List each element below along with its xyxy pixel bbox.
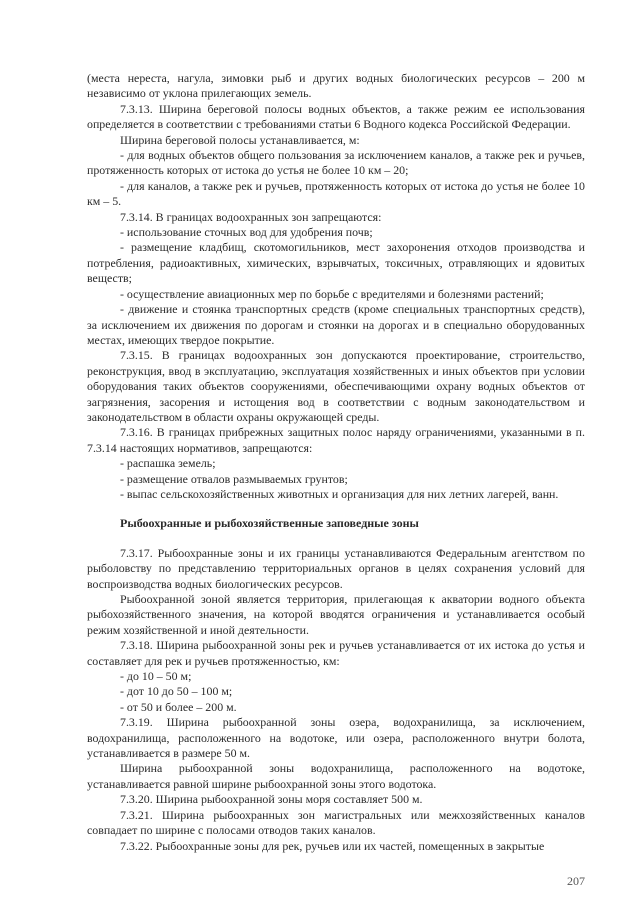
list-item: - для водных объектов общего пользования за исключением каналов, а также рек и ручьев, протяженность которых от истока до устья не более 10 км – 20; [87,148,585,178]
paragraph: 7.3.14. В границах водоохранных зон запрещаются: [120,209,382,224]
paragraph: 7.3.17. Рыбоохранные зоны и их границы устанавливаются Федеральным агентством по рыболовству по представлению территориальных органов в целях сохранения условий для воспроизводства водных биологических ресурсов. [87,545,585,591]
list-item: - до 10 – 50 м; [120,669,192,684]
paragraph-continuation: (места нереста, нагула, зимовки рыб и других водных биологических ресурсов – 200 м независимо от уклона прилегающих земель. [87,71,585,101]
paragraph: 7.3.13. Ширина береговой полосы водных объектов, а также режим ее использования определяется в соответствии с требованиями статьи 6 Водного кодекса Российской Федерации. [87,101,585,132]
paragraph: Ширина рыбоохранной зоны водохранилища, расположенного на водотоке, устанавливается равной ширине рыбоохранной зоны этого водотока. [87,761,585,791]
section-heading: Рыбоохранные и рыбохозяйственные заповедные зоны [120,516,419,531]
document-body [87,71,585,854]
list-item: - распашка земель; [120,456,216,471]
list-item: - дот 10 до 50 – 100 м; [120,684,233,699]
paragraph: 7.3.15. В границах водоохранных зон допускаются проектирование, строительство, реконструкция, ввод в эксплуатацию, эксплуатация хозяйственных и иных объектов при условии оборудования таких объектов сооружениями, обеспечивающими охрану водных объектов от загрязнения, засорения и истощения вод в соответствии с водным законодательством и законодательством в области охраны окружающей среды. [87,348,585,424]
paragraph: Ширина береговой полосы устанавливается, м: [120,132,360,147]
list-item: - для каналов, а также рек и ручьев, протяженность которых от истока до устья не более 10 км – 5. [87,178,585,209]
list-item: - размещение кладбищ, скотомогильников, мест захоронения отходов производства и потребления, радиоактивных, химических, взрывчатых, токсичных, отравляющих и ядовитых веществ; [87,240,585,286]
paragraph: 7.3.18. Ширина рыбоохранной зоны рек и ручьев устанавливается от их истока до устья и составляет для рек и ручьев протяженностью, км: [87,638,585,668]
list-item: - размещение отвалов размываемых грунтов; [120,471,348,486]
paragraph: 7.3.22. Рыбоохранные зоны для рек, ручьев или их частей, помещенных в закрытые [120,838,545,853]
paragraph: 7.3.20. Ширина рыбоохранной зоны моря составляет 500 м. [120,792,423,807]
paragraph: 7.3.19. Ширина рыбоохранной зоны озера, водохранилища, за исключением, водохранилища, расположенного на водотоке, или озера, расположенного внутри болота, устанавливается в размере 50 м. [87,715,585,761]
paragraph: 7.3.21. Ширина рыбоохранных зон магистральных или межхозяйственных каналов совпадает по ширине с полосами отводов таких каналов. [87,807,585,838]
page-number: 207 [567,873,585,888]
list-item: - выпас сельскохозяйственных животных и организация для них летних лагерей, ванн. [120,486,559,501]
list-item: - использование сточных вод для удобрения почв; [120,225,373,240]
list-item: - движение и стоянка транспортных средств (кроме специальных транспортных средств), за исключением их движения по дорогам и стоянки на дорогах и в специально оборудованных местах, имеющих твердое покрытие. [87,302,585,347]
list-item: - от 50 и более – 200 м. [120,699,237,714]
list-item: - осуществление авиационных мер по борьбе с вредителями и болезнями растений; [120,286,544,301]
paragraph: Рыбоохранной зоной является территория, прилегающая к акватории водного объекта рыбохозяйственного значения, на которой вводятся ограничения и устанавливается особый режим хозяйственной и иной деятельности. [87,592,585,637]
paragraph: 7.3.16. В границах прибрежных защитных полос наряду ограничениями, указанными в п. 7.3.14 настоящих нормативов, запрещаются: [87,425,585,455]
